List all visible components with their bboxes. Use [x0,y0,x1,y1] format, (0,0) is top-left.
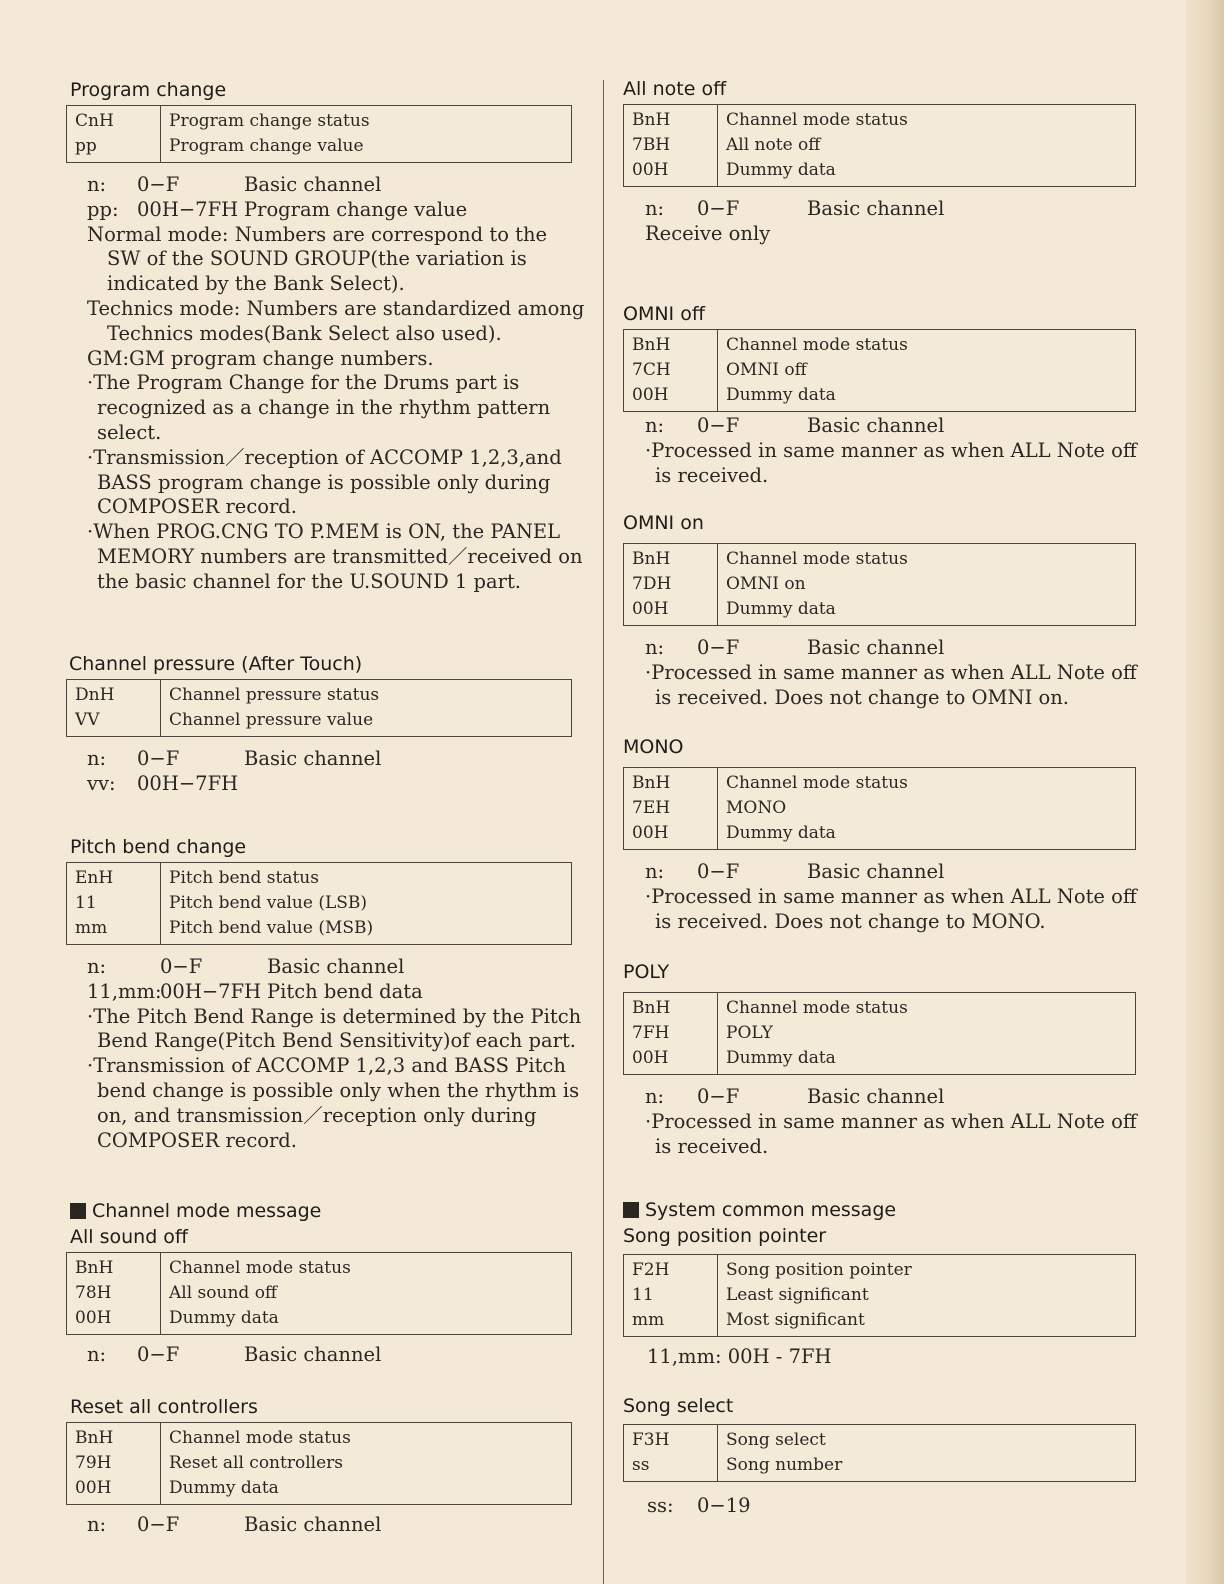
note-text: ·Processed in same manner as when ALL Note off [645,660,1137,684]
table-cell: All sound off [169,1283,278,1303]
note-text: recognized as a change in the rhythm pattern [97,396,551,420]
section-pitch-bend [66,834,582,1153]
note-label: 11,mm: [87,979,162,1003]
note-label: n: [87,1343,107,1366]
section-title: OMNI off [623,303,705,325]
notes [623,860,1136,934]
note-label: n: [87,955,107,978]
message-table [623,767,1136,850]
table-cell: MONO [726,798,787,818]
note-desc: Program change value [244,197,468,221]
note-desc: Basic channel [807,1085,945,1108]
table-cell: Channel mode status [726,335,908,355]
section-title: MONO [623,736,684,758]
table-cell: Dummy data [726,823,836,843]
page-edge [1186,0,1224,1584]
message-table [66,105,572,163]
notes [623,636,1136,710]
note-text: Receive only [645,221,771,245]
note-text: is received. Does not change to OMNI on. [655,685,1069,709]
table-cell: 11 [75,893,97,913]
notes [623,414,1136,488]
note-text: ·The Pitch Bend Range is determined by the Pitch [87,1004,582,1028]
group-header-text: Channel mode message [92,1200,322,1222]
note-range: 0−19 [697,1494,751,1517]
note-label: n: [645,197,665,220]
message-table [623,1424,1136,1482]
note-text: GM:GM program change numbers. [87,346,434,370]
note-range: 0−F [697,1085,740,1108]
note-label: ss: [647,1494,674,1517]
table-cell: Pitch bend status [169,868,319,888]
table-cell: 7EH [632,798,671,818]
group-header [66,1198,572,1224]
notes [623,1494,1136,1519]
table-cell: BnH [632,549,671,569]
notes [623,1085,1136,1159]
section-mono [623,734,1136,934]
message-table [623,104,1136,187]
section-program-change [66,77,585,595]
note-text: COMPOSER record. [97,1128,297,1152]
table-cell: OMNI off [726,360,807,380]
note-label: n: [645,1085,665,1108]
table-cell: Dummy data [726,1048,836,1068]
table-cell: 00H [75,1478,112,1498]
note-desc: Basic channel [807,414,945,437]
table-cell: 7FH [632,1023,670,1043]
table-cell: 00H [75,1308,112,1328]
table-cell: Channel mode status [726,549,908,569]
note-text: 11,mm: 00H - 7FH [647,1345,832,1368]
notes [66,173,585,595]
note-text: is received. [655,463,769,487]
note-range: 00H−7FH [137,197,239,221]
message-table [66,679,572,737]
table-cell: 00H [632,823,669,843]
table-cell: Dummy data [726,385,836,405]
note-range: 0−F [137,173,180,196]
note-desc: Basic channel [807,636,945,659]
table-cell: Channel mode status [169,1258,351,1278]
table-cell: Most significant [726,1310,865,1330]
note-text: Technics mode: Numbers are standardized among [87,296,585,320]
table-cell: Least significant [726,1285,869,1305]
bullet-square [623,1202,639,1218]
section-title: Program change [70,79,227,101]
table-cell: Pitch bend value (LSB) [169,893,368,913]
table-cell: Channel pressure value [169,710,374,730]
table-cell: EnH [75,868,114,888]
column-divider [603,80,604,1584]
note-desc: Basic channel [244,1513,382,1536]
table-cell: mm [75,918,108,938]
table-cell: ss [632,1455,650,1475]
bullet-square [70,1203,86,1219]
table-cell: OMNI on [726,574,806,594]
note-desc: Pitch bend data [267,979,423,1003]
table-cell: BnH [632,335,671,355]
table-cell: Reset all controllers [169,1453,343,1473]
table-cell: BnH [632,998,671,1018]
note-range: 0−F [697,197,740,220]
note-range: 00H−7FH [137,771,239,795]
table-cell: CnH [75,111,114,131]
message-table [623,992,1136,1075]
table-cell: Dummy data [726,599,836,619]
table-cell: POLY [726,1023,773,1043]
note-text: ·Transmission of ACCOMP 1,2,3 and BASS Pitch [87,1054,566,1078]
note-text: is received. [655,1134,769,1158]
note-label: n: [645,636,665,659]
note-desc: Basic channel [244,747,382,770]
message-table [623,329,1136,412]
section-title: All note off [623,78,727,100]
table-cell: Song select [726,1430,826,1450]
table-cell: 00H [632,385,669,405]
table-cell: Channel mode status [726,998,908,1018]
table-cell: 11 [632,1285,654,1305]
section-title: POLY [623,961,670,983]
note-range: 0−F [697,860,740,883]
note-range: 00H−7FH [160,979,262,1003]
table-cell: DnH [75,685,115,705]
table-cell: 00H [632,599,669,619]
section-poly [623,959,1136,1159]
notes [66,747,572,797]
note-text: select. [97,420,162,444]
note-text: ·Processed in same manner as when ALL Note off [645,884,1137,908]
note-range: 0−F [160,955,203,978]
table-cell: 79H [75,1453,112,1473]
note-text: Normal mode: Numbers are correspond to the [87,222,548,246]
table-cell: Dummy data [169,1308,279,1328]
note-text: indicated by the Bank Select). [107,272,405,296]
note-label: n: [87,173,107,196]
note-label: n: [645,414,665,437]
group-header [623,1197,1136,1223]
section-title: Pitch bend change [70,836,247,858]
table-cell: Channel mode status [726,110,908,130]
section-title: All sound off [70,1226,189,1248]
note-text: ·The Program Change for the Drums part is [87,371,520,395]
table-cell: Song number [726,1455,843,1475]
table-cell: Dummy data [726,160,836,180]
note-text: the basic channel for the U.SOUND 1 part. [97,569,522,593]
table-cell: All note off [726,135,821,155]
note-text: MEMORY numbers are transmitted／received on [97,544,583,568]
table-cell: Program change value [169,136,364,156]
table-cell: 7DH [632,574,672,594]
table-cell: BnH [632,110,671,130]
table-cell: Dummy data [169,1478,279,1498]
notes [623,197,1136,247]
note-range: 0−F [137,1513,180,1536]
notes [623,1345,1136,1370]
note-desc: Basic channel [807,197,945,220]
table-cell: BnH [75,1258,114,1278]
table-cell: 7BH [632,135,671,155]
note-range: 0−F [137,1343,180,1366]
section-omni-on [623,510,1136,710]
note-desc: Basic channel [244,173,382,196]
notes [66,1513,572,1538]
table-cell: 7CH [632,360,671,380]
table-cell: pp [75,136,97,156]
note-text: BASS program change is possible only during [97,470,551,494]
table-cell: Song position pointer [726,1260,912,1280]
notes [66,1343,572,1368]
note-range: 0−F [137,747,180,770]
table-cell: 78H [75,1283,112,1303]
note-label: vv: [87,771,116,795]
group-header-text: System common message [645,1199,897,1221]
note-text: COMPOSER record. [97,495,297,519]
message-table [623,1254,1136,1337]
note-text: ·Processed in same manner as when ALL Note off [645,438,1137,462]
note-text: bend change is possible only when the rhythm is [97,1078,580,1102]
section-channel-pressure [66,651,572,797]
note-label: n: [87,747,107,770]
note-text: ·Transmission／reception of ACCOMP 1,2,3,and [87,445,562,469]
message-table [623,543,1136,626]
section-title: Song select [623,1395,734,1417]
table-cell: mm [632,1310,665,1330]
table-cell: Channel pressure status [169,685,380,705]
table-cell: F2H [632,1260,670,1280]
note-desc: Basic channel [807,860,945,883]
table-cell: 00H [632,1048,669,1068]
note-label: pp: [87,197,119,221]
notes [66,955,582,1153]
table-cell: BnH [75,1428,114,1448]
note-text: on, and transmission／reception only during [97,1103,537,1127]
note-text: is received. Does not change to MONO. [655,909,1046,933]
message-table [66,862,572,945]
section-song-select [623,1393,1136,1519]
table-cell: Channel mode status [726,773,908,793]
note-text: Bend Range(Pitch Bend Sensitivity)of each part. [97,1029,576,1053]
table-cell: 00H [632,160,669,180]
section-all-sound-off [66,1198,572,1368]
message-table [66,1422,572,1505]
note-text: Technics modes(Bank Select also used). [107,321,502,345]
note-range: 0−F [697,414,740,437]
note-desc: Basic channel [244,1343,382,1366]
section-all-note-off [623,76,1136,247]
section-omni-off [623,301,1136,488]
table-cell: F3H [632,1430,670,1450]
note-text: ·When PROG.CNG TO P.MEM is ON, the PANEL [87,520,561,544]
table-cell: Program change status [169,111,370,131]
note-text: SW of the SOUND GROUP(the variation is [107,247,527,271]
section-title: Reset all controllers [70,1396,258,1418]
section-song-position [623,1197,1136,1370]
section-title: OMNI on [623,512,704,534]
note-desc: Basic channel [267,955,405,978]
note-label: n: [645,860,665,883]
table-cell: BnH [632,773,671,793]
section-title: Channel pressure (After Touch) [69,653,363,675]
note-label: n: [87,1513,107,1536]
message-table [66,1252,572,1335]
note-range: 0−F [697,636,740,659]
table-cell: Pitch bend value (MSB) [169,918,374,938]
table-cell: Channel mode status [169,1428,351,1448]
section-reset-all-controllers [66,1394,572,1538]
note-text: ·Processed in same manner as when ALL Note off [645,1109,1137,1133]
table-cell: VV [75,710,100,730]
section-title: Song position pointer [623,1225,827,1247]
